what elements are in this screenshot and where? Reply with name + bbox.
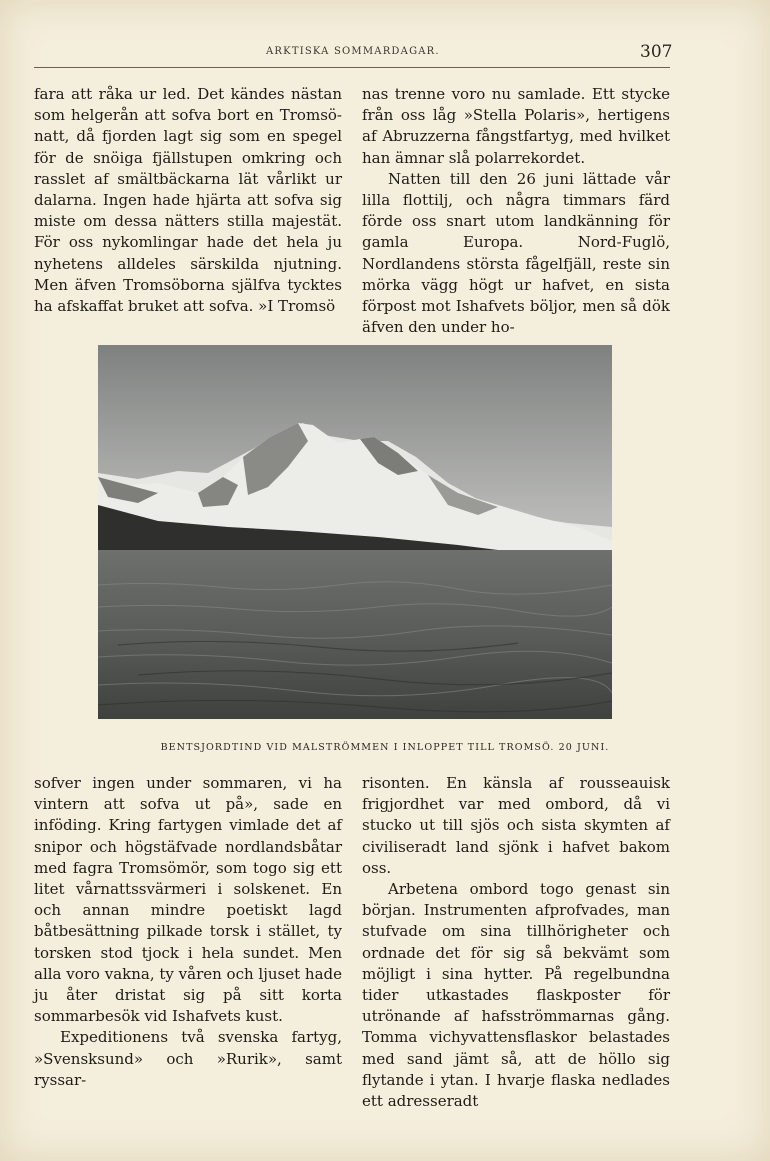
text-column-left-bottom bbox=[34, 773, 342, 1091]
mountain-photograph bbox=[98, 345, 612, 719]
paragraph: fara att råka ur led. Det kändes nästan som helgerån att sofva bort en Tromsö-natt, då fjorden lagt sig som en spegel för de snöiga fjällstupen omkring och rasslet af smältbäckarna lät vårlikt ur dalarna. Ingen hade hjärta att sofva sig miste om dessa nätters stilla majestät. För oss nykomlingar hade det hela ju nyhetens alldeles särskilda njutning. Men äfven Tromsöborna själfva tycktes ha afskaffat bruket att sofva. »I Tromsö bbox=[34, 85, 342, 316]
header-rule bbox=[34, 67, 670, 68]
paragraph: Natten till den 26 juni lättade vår lilla flottilj, och några timmars färd förde oss snart utom landkänning för gamla Europa. Nord-Fuglö, Nordlandens största fågelfjäll, reste sin mörka vägg högt ur hafvet, en sista förpost mot Ishafvets böljor, men så dök äfven den under ho- bbox=[362, 169, 670, 337]
photograph-illustration bbox=[98, 345, 612, 719]
paragraph: Expeditionens två svenska fartyg, »Svensksund» och »Rurik», samt ryssar- bbox=[34, 1028, 342, 1089]
running-title: ARKTISKA SOMMARDAGAR. bbox=[266, 46, 440, 57]
text-column-right-top bbox=[362, 84, 670, 338]
text-column-left-top bbox=[34, 84, 342, 317]
paragraph: Arbetena ombord togo genast sin början. Instrumenten afprofvades, man stufvade om sina tillhörigheter och ordnade det för sig så bekvämt som möjligt i sina hytter. På regelbundna tider utkastades flaskposter för utrönande af hafsströmmarnas gång. Tomma vichyvattensflaskor belastades med sand jämt så, att de höllo sig flytande i ytan. I hvarje flaska nedlades ett adresseradt bbox=[362, 880, 670, 1111]
figure-caption: BENTSJORDTIND VID MALSTRÖMMEN I INLOPPET TILL TROMSÖ. 20 JUNI. bbox=[160, 742, 610, 753]
running-header bbox=[0, 42, 770, 66]
text-column-right-bottom bbox=[362, 773, 670, 1112]
page-number: 307 bbox=[640, 42, 673, 62]
paragraph: risonten. En känsla af rousseauisk frigjordhet var med ombord, då vi stucko ut till sjös och sista skymten af civiliseradt land sjönk i hafvet bakom oss. bbox=[362, 774, 670, 877]
paragraph: sofver ingen under sommaren, vi ha vintern att sofva ut på», sade en inföding. Kring fartygen vimlade det af snipor och högstäfvade nordlandsbåtar med fagra Tromsömör, som togo sig ett litet vårnattssvärmeri i solskenet. En och annan mindre poetiskt lagd båtbesättning pilkade torsk i stället, ty torsken stod tjock i hela sundet. Men alla voro vakna, ty våren och ljuset hade ju åter dristat sig på sitt korta sommarbesök vid Ishafvets kust. bbox=[34, 774, 342, 1026]
paragraph: nas trenne voro nu samlade. Ett stycke från oss låg »Stella Polaris», hertigens af Abruzzerna fångstfartyg, med hvilket han ämnar slå polarrekordet. bbox=[362, 85, 670, 167]
